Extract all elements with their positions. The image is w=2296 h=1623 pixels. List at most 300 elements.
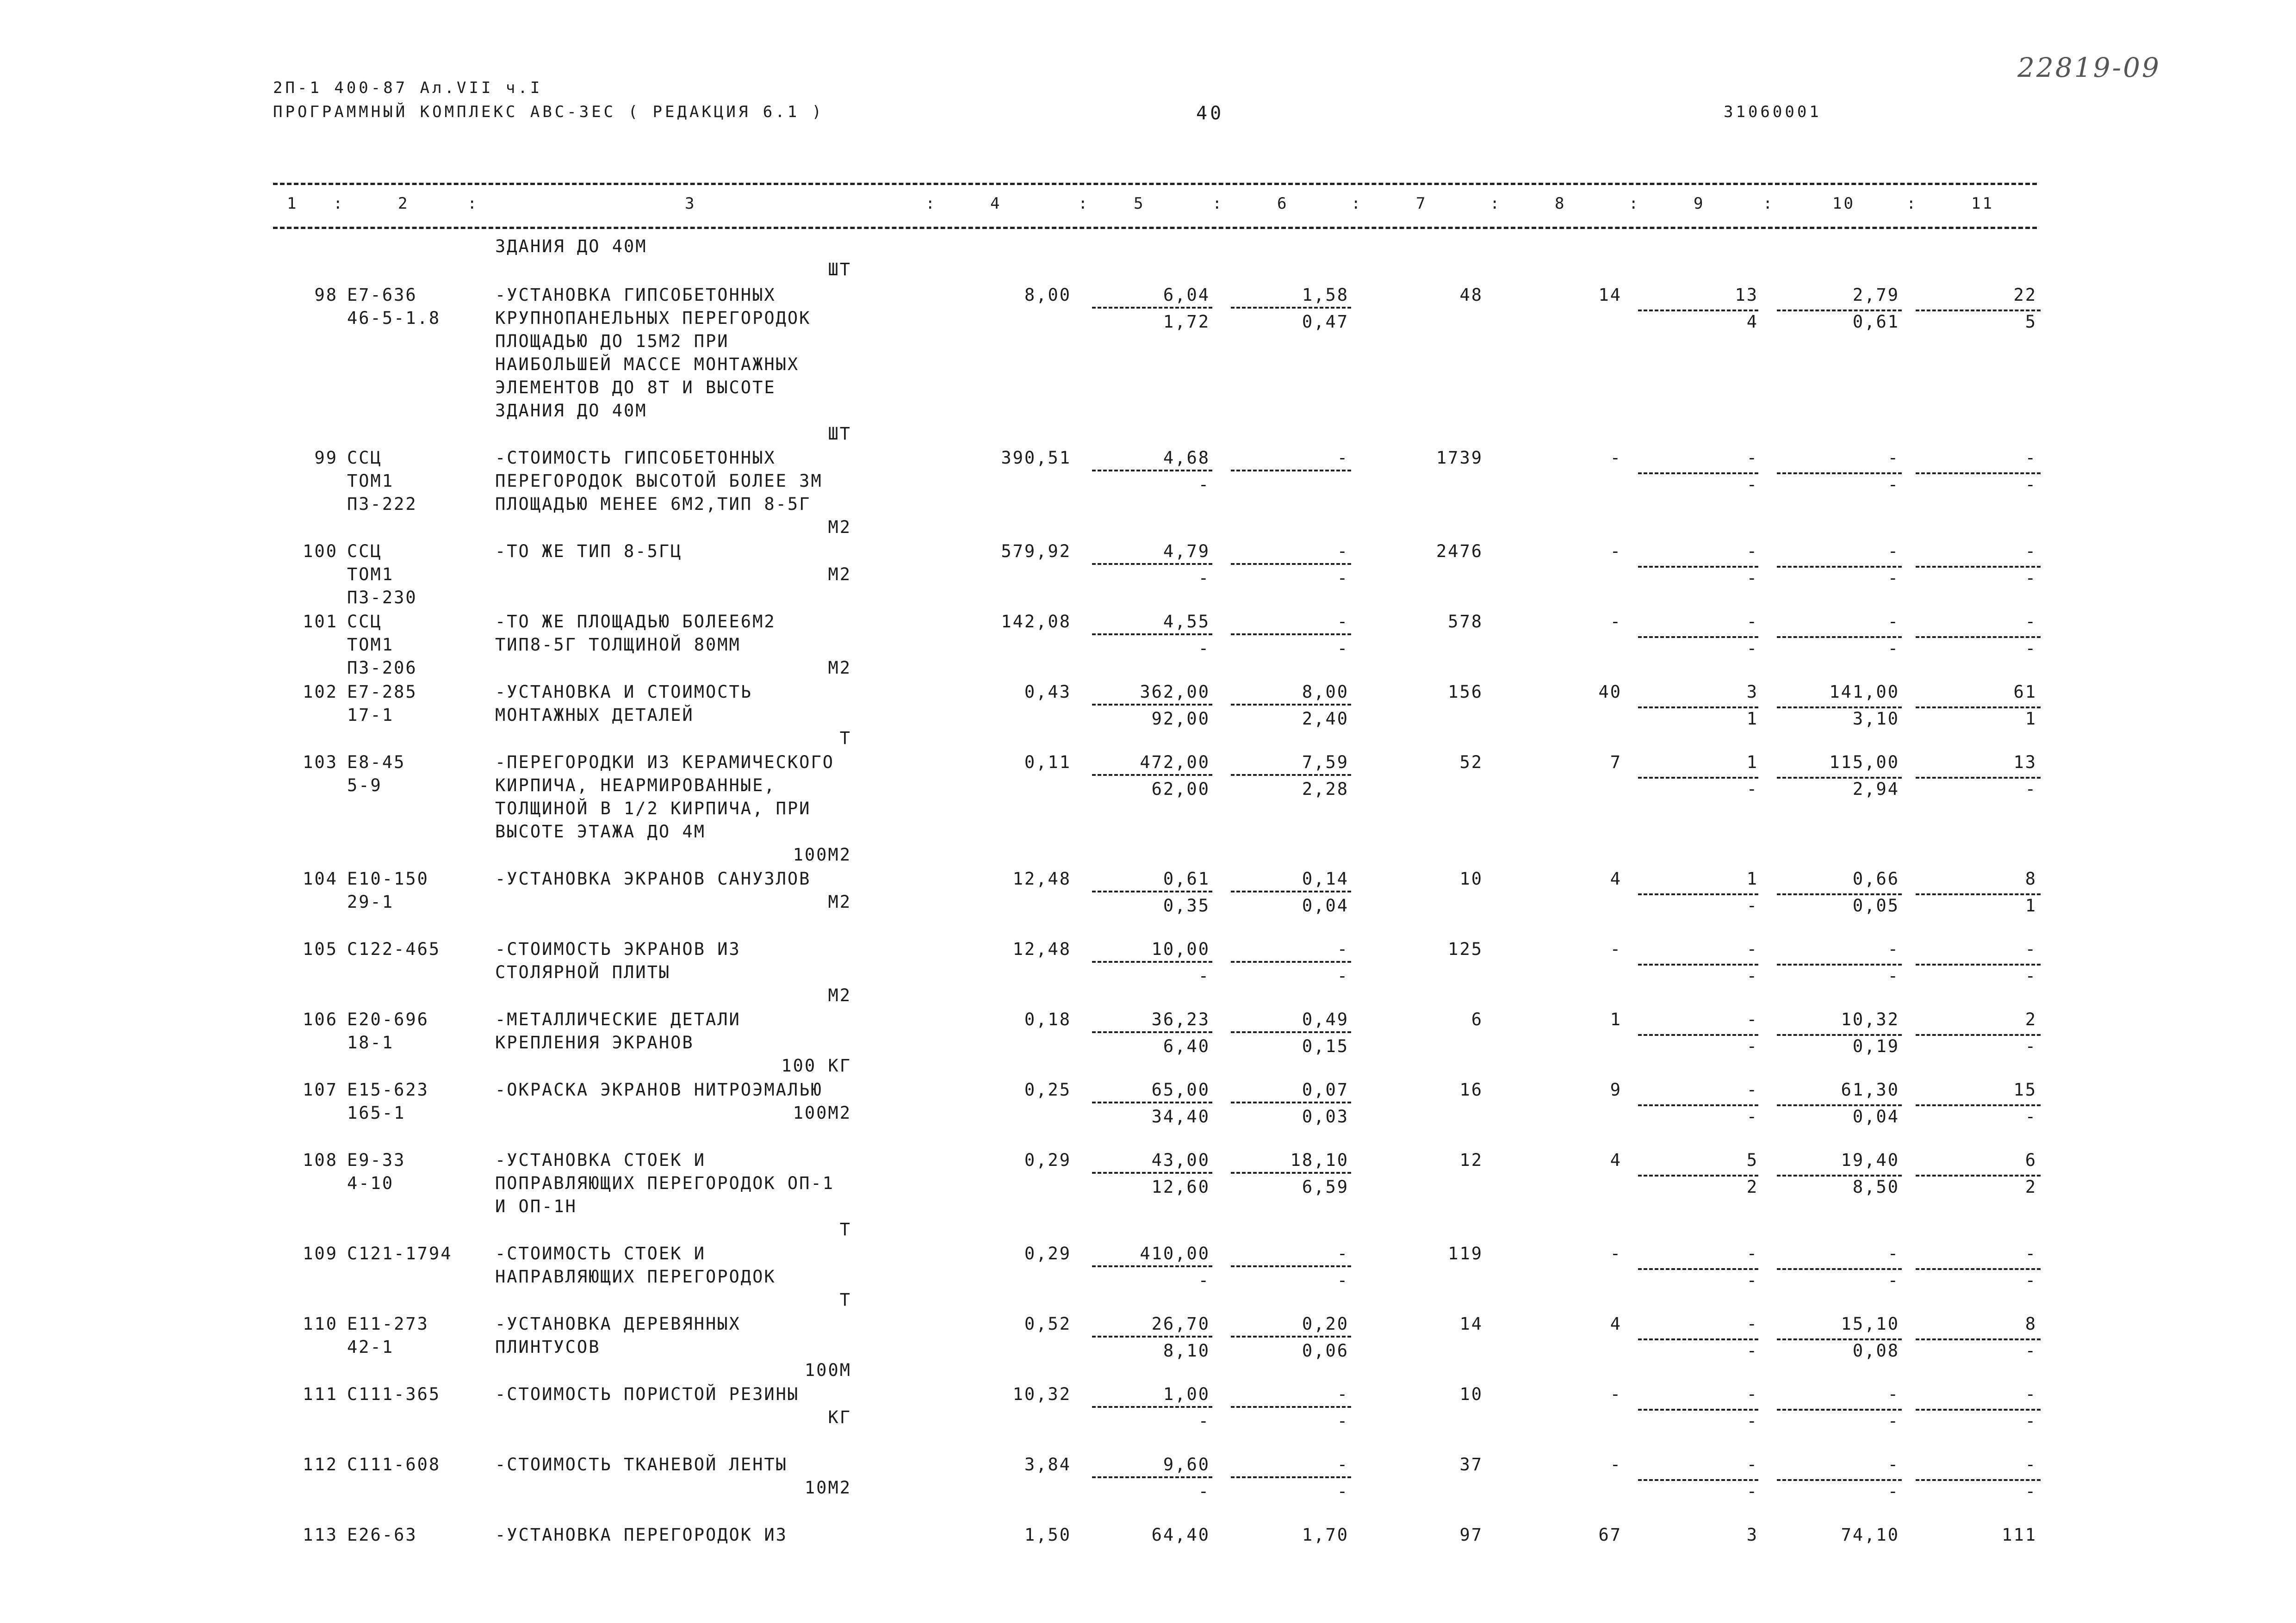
item-code-line: ТОМ1 (347, 564, 394, 584)
item-description-line: -СТОИМОСТЬ СТОЕК И (495, 1244, 706, 1264)
subtotal-rule (1231, 563, 1351, 565)
machine-cost-value: - (1337, 1244, 1349, 1264)
item-number: 103 (303, 752, 338, 772)
item-description-line: ЗДАНИЯ ДО 40М (495, 401, 647, 421)
column-separator: : (1906, 194, 1918, 213)
subtotal-rule (1092, 1336, 1212, 1338)
labor-machine-total-value: 5 (2025, 312, 2037, 332)
labor-machine-total-value: - (2025, 568, 2037, 588)
labor-machine-value: - (1887, 568, 1899, 588)
unit-wage-value: - (1198, 1411, 1210, 1431)
subtotal-rule (1231, 1265, 1351, 1267)
subtotal-rule (1231, 774, 1351, 776)
item-description-line: ПЛОЩАДЬЮ МЕНЕЕ 6М2,ТИП 8-5Г (495, 494, 811, 514)
subtotal-rule (1092, 470, 1212, 471)
quantity-value: 0,52 (1024, 1314, 1071, 1334)
machine-cost-value: 7,59 (1302, 752, 1349, 772)
labor-total-value: - (2025, 1455, 2037, 1474)
labor-value: - (1887, 1455, 1899, 1474)
subtotal-rule (1231, 891, 1351, 892)
item-number: 99 (314, 448, 338, 468)
item-number: 102 (303, 682, 338, 702)
item-code-line: Е8-45 (347, 752, 406, 772)
labor-value: 2,79 (1852, 285, 1899, 305)
column-number-10: 10 (1832, 194, 1855, 213)
total-cost-value: 156 (1448, 682, 1483, 702)
item-unit: КГ (828, 1407, 851, 1427)
machine-total-value: 5 (1746, 1150, 1758, 1170)
item-number: 106 (303, 1010, 338, 1029)
labor-machine-value: - (1887, 966, 1899, 986)
wages-value: 4 (1610, 1314, 1622, 1334)
subtotal-rule (1231, 633, 1351, 635)
column-separator: : (467, 194, 479, 213)
unit-wage-value: - (1198, 568, 1210, 588)
total-cost-value: 14 (1459, 1314, 1483, 1334)
labor-total-value: - (2025, 1384, 2037, 1404)
item-description-line: ТОЛЩИНОЙ В 1/2 КИРПИЧА, ПРИ (495, 799, 811, 818)
quantity-value: 0,11 (1024, 752, 1071, 772)
unit-machine-wage-value: 0,15 (1302, 1036, 1349, 1056)
item-code-line: П3-206 (347, 658, 417, 678)
item-unit: 100М2 (793, 845, 851, 865)
subtotal-rule (1231, 961, 1351, 963)
subtotal-rule (1231, 307, 1351, 309)
total-cost-value: 119 (1448, 1244, 1483, 1264)
item-description-line: ПЕРЕГОРОДОК ВЫСОТОЙ БОЛЕЕ 3М (495, 471, 823, 491)
item-unit: 100М (804, 1360, 851, 1380)
machine-wage-total-value: 4 (1746, 312, 1758, 332)
quantity-value: 3,84 (1024, 1455, 1071, 1474)
unit-wage-value: 1,72 (1163, 312, 1210, 332)
machine-total-value: 1 (1746, 869, 1758, 889)
labor-total-value: 6 (2025, 1150, 2037, 1170)
page-number: 40 (1196, 103, 1224, 124)
wages-value: 14 (1598, 285, 1622, 305)
unit-wage-value: 6,40 (1163, 1036, 1210, 1056)
quantity-value: 12,48 (1012, 939, 1071, 959)
unit-wage-value: 92,00 (1151, 709, 1210, 729)
item-description-line: ЗДАНИЯ ДО 40М (495, 236, 647, 256)
unit-machine-wage-value: 6,59 (1302, 1177, 1349, 1197)
item-unit: Т (839, 728, 851, 748)
unit-machine-wage-value: 2,40 (1302, 709, 1349, 729)
item-code-line: С111-365 (347, 1384, 441, 1404)
machine-cost-value: 1,70 (1302, 1525, 1349, 1545)
labor-machine-total-value: - (2025, 1036, 2037, 1056)
machine-total-value: - (1746, 448, 1758, 468)
column-separator: : (1490, 194, 1502, 213)
subtotal-rule (1231, 1406, 1351, 1408)
subtotal-rule (1092, 774, 1212, 776)
item-code-line: 46-5-1.8 (347, 308, 441, 328)
labor-machine-total-value: - (2025, 1107, 2037, 1127)
labor-machine-value: 0,61 (1852, 312, 1899, 332)
column-number-4: 4 (990, 194, 1002, 213)
labor-value: 19,40 (1841, 1150, 1899, 1170)
item-unit: ШТ (828, 424, 851, 444)
unit-cost-value: 36,23 (1151, 1010, 1210, 1029)
labor-total-value: 22 (2013, 285, 2037, 305)
item-description-line: ПОПРАВЛЯЮЩИХ ПЕРЕГОРОДОК ОП-1 (495, 1173, 835, 1193)
unit-cost-value: 64,40 (1151, 1525, 1210, 1545)
unit-wage-value: - (1198, 475, 1210, 495)
labor-machine-value: 0,08 (1852, 1341, 1899, 1361)
column-separator: : (333, 194, 345, 213)
labor-machine-value: 0,04 (1852, 1107, 1899, 1127)
unit-wage-value: - (1198, 1481, 1210, 1501)
labor-value: 15,10 (1841, 1314, 1899, 1334)
labor-machine-value: 3,10 (1852, 709, 1899, 729)
item-number: 101 (303, 612, 338, 632)
item-unit: М2 (828, 517, 851, 537)
item-description-line: ПЛОЩАДЬЮ ДО 15М2 ПРИ (495, 331, 729, 351)
item-unit: Т (839, 1290, 851, 1310)
machine-wage-total-value: - (1746, 568, 1758, 588)
machine-cost-value: 0,49 (1302, 1010, 1349, 1029)
labor-value: 141,00 (1829, 682, 1899, 702)
unit-cost-value: 472,00 (1140, 752, 1210, 772)
unit-cost-value: 6,04 (1163, 285, 1210, 305)
labor-value: - (1887, 612, 1899, 632)
item-description-line: -УСТАНОВКА СТОЕК И (495, 1150, 706, 1170)
subtotal-rule (1231, 1476, 1351, 1478)
labor-machine-value: - (1887, 1481, 1899, 1501)
wages-value: - (1610, 541, 1622, 561)
labor-value: - (1887, 939, 1899, 959)
unit-wage-value: 62,00 (1151, 779, 1210, 799)
item-description-line: -МЕТАЛЛИЧЕСКИЕ ДЕТАЛИ (495, 1010, 741, 1029)
item-description-line: -СТОИМОСТЬ ТКАНЕВОЙ ЛЕНТЫ (495, 1455, 788, 1474)
quantity-value: 1,50 (1024, 1525, 1071, 1545)
item-description-line: ВЫСОТЕ ЭТАЖА ДО 4М (495, 822, 706, 842)
item-code-line: С121-1794 (347, 1244, 453, 1264)
item-number: 112 (303, 1455, 338, 1474)
item-number: 108 (303, 1150, 338, 1170)
machine-cost-value: - (1337, 939, 1349, 959)
item-code-line: С122-465 (347, 939, 441, 959)
labor-machine-total-value: - (2025, 1481, 2037, 1501)
subtotal-rule (1092, 1031, 1212, 1033)
subtotal-rule (1092, 633, 1212, 635)
column-number-8: 8 (1555, 194, 1566, 213)
unit-machine-wage-value: - (1337, 1270, 1349, 1290)
machine-cost-value: 18,10 (1290, 1150, 1349, 1170)
subtotal-rule (1092, 1102, 1212, 1103)
item-code-line: 17-1 (347, 705, 394, 725)
column-number-3: 3 (685, 194, 696, 213)
subtotal-rule (1092, 563, 1212, 565)
machine-wage-total-value: - (1746, 896, 1758, 916)
wages-value: 7 (1610, 752, 1622, 772)
labor-total-value: 111 (2002, 1525, 2037, 1545)
machine-wage-total-value: - (1746, 779, 1758, 799)
labor-total-value: - (2025, 1244, 2037, 1264)
item-code-line: 5-9 (347, 775, 382, 795)
machine-cost-value: 1,58 (1302, 285, 1349, 305)
labor-machine-total-value: - (2025, 1341, 2037, 1361)
labor-machine-value: 0,05 (1852, 896, 1899, 916)
unit-machine-wage-value: - (1337, 1481, 1349, 1501)
unit-cost-value: 43,00 (1151, 1150, 1210, 1170)
unit-wage-value: 12,60 (1151, 1177, 1210, 1197)
subtotal-rule (1092, 961, 1212, 963)
unit-machine-wage-value: 2,28 (1302, 779, 1349, 799)
unit-machine-wage-value: 0,06 (1302, 1341, 1349, 1361)
wages-value: - (1610, 448, 1622, 468)
labor-value: 115,00 (1829, 752, 1899, 772)
item-unit: 100 КГ (781, 1056, 851, 1076)
item-description-line: -ПЕРЕГОРОДКИ ИЗ КЕРАМИЧЕСКОГО (495, 752, 835, 772)
wages-value: 9 (1610, 1080, 1622, 1100)
labor-machine-total-value: - (2025, 1411, 2037, 1431)
total-cost-value: 578 (1448, 612, 1483, 632)
total-cost-value: 1739 (1436, 448, 1483, 468)
labor-machine-total-value: - (2025, 779, 2037, 799)
doc-reference: 2П-1 400-87 Ал.VII ч.I (273, 79, 543, 97)
total-cost-value: 125 (1448, 939, 1483, 959)
unit-machine-wage-value: - (1337, 966, 1349, 986)
machine-total-value: 3 (1746, 1525, 1758, 1545)
machine-total-value: 3 (1746, 682, 1758, 702)
quantity-value: 579,92 (1001, 541, 1071, 561)
labor-machine-value: - (1887, 638, 1899, 658)
wages-value: - (1610, 939, 1622, 959)
item-description-line: -УСТАНОВКА ПЕРЕГОРОДОК ИЗ (495, 1525, 788, 1545)
quantity-value: 0,29 (1024, 1150, 1071, 1170)
item-description-line: ПЛИНТУСОВ (495, 1337, 601, 1357)
subtotal-rule (1092, 1265, 1212, 1267)
item-description-line: -УСТАНОВКА ДЕРЕВЯННЫХ (495, 1314, 741, 1334)
item-unit: 100М2 (793, 1103, 851, 1123)
labor-total-value: - (2025, 939, 2037, 959)
subtotal-rule (1092, 1172, 1212, 1174)
machine-total-value: - (1746, 541, 1758, 561)
column-separator: : (1351, 194, 1363, 213)
machine-wage-total-value: - (1746, 1411, 1758, 1431)
wages-value: 1 (1610, 1010, 1622, 1029)
labor-machine-value: 2,94 (1852, 779, 1899, 799)
machine-total-value: - (1746, 939, 1758, 959)
unit-cost-value: 362,00 (1140, 682, 1210, 702)
wages-value: 4 (1610, 869, 1622, 889)
item-unit: ШТ (828, 260, 851, 279)
labor-machine-value: - (1887, 475, 1899, 495)
machine-cost-value: - (1337, 612, 1349, 632)
item-code-line: Е15-623 (347, 1080, 429, 1100)
machine-total-value: - (1746, 1080, 1758, 1100)
item-code-line: 42-1 (347, 1337, 394, 1357)
total-cost-value: 6 (1471, 1010, 1483, 1029)
unit-wage-value: - (1198, 1270, 1210, 1290)
column-separator: : (1212, 194, 1224, 213)
machine-wage-total-value: - (1746, 1270, 1758, 1290)
labor-machine-total-value: 1 (2025, 896, 2037, 916)
item-number: 110 (303, 1314, 338, 1334)
subtotal-rule (1231, 470, 1351, 471)
subtotal-rule (1092, 1406, 1212, 1408)
unit-cost-value: 9,60 (1163, 1455, 1210, 1474)
item-code-line: ССЦ (347, 448, 382, 468)
item-unit: М2 (828, 658, 851, 678)
item-code-line: ТОМ1 (347, 635, 394, 655)
item-description-line: ЭЛЕМЕНТОВ ДО 8Т И ВЫСОТЕ (495, 378, 776, 397)
labor-machine-total-value: 2 (2025, 1177, 2037, 1197)
labor-machine-total-value: - (2025, 638, 2037, 658)
column-separator: : (925, 194, 937, 213)
labor-total-value: 61 (2013, 682, 2037, 702)
total-cost-value: 48 (1459, 285, 1483, 305)
item-description-line: -УСТАНОВКА ЭКРАНОВ САНУЗЛОВ (495, 869, 811, 889)
column-number-9: 9 (1694, 194, 1705, 213)
labor-value: 10,32 (1841, 1010, 1899, 1029)
unit-cost-value: 26,70 (1151, 1314, 1210, 1334)
labor-value: 0,66 (1852, 869, 1899, 889)
item-description-line: КРЕПЛЕНИЯ ЭКРАНОВ (495, 1033, 694, 1053)
wages-value: 67 (1598, 1525, 1622, 1545)
item-description-line: -СТОИМОСТЬ ГИПСОБЕТОННЫХ (495, 448, 776, 468)
unit-machine-wage-value: - (1337, 1411, 1349, 1431)
total-cost-value: 16 (1459, 1080, 1483, 1100)
machine-cost-value: 0,14 (1302, 869, 1349, 889)
labor-machine-total-value: - (2025, 475, 2037, 495)
labor-machine-total-value: - (2025, 966, 2037, 986)
quantity-value: 0,29 (1024, 1244, 1071, 1264)
item-description-line: -УСТАНОВКА И СТОИМОСТЬ (495, 682, 753, 702)
labor-total-value: 2 (2025, 1010, 2037, 1029)
subtotal-rule (1092, 891, 1212, 892)
quantity-value: 0,25 (1024, 1080, 1071, 1100)
machine-cost-value: 0,07 (1302, 1080, 1349, 1100)
labor-machine-value: - (1887, 1270, 1899, 1290)
machine-total-value: - (1746, 1010, 1758, 1029)
machine-wage-total-value: - (1746, 638, 1758, 658)
subtotal-rule (1231, 1102, 1351, 1103)
item-number: 111 (303, 1384, 338, 1404)
item-code-line: 29-1 (347, 892, 394, 912)
column-number-6: 6 (1277, 194, 1289, 213)
item-description-line: -ТО ЖЕ ТИП 8-5ГЦ (495, 541, 683, 561)
column-number-11: 11 (1971, 194, 1994, 213)
unit-machine-wage-value: 0,47 (1302, 312, 1349, 332)
total-cost-value: 97 (1459, 1525, 1483, 1545)
subtotal-rule (1231, 704, 1351, 706)
machine-cost-value: - (1337, 1384, 1349, 1404)
unit-wage-value: 34,40 (1151, 1107, 1210, 1127)
unit-cost-value: 65,00 (1151, 1080, 1210, 1100)
wages-value: 4 (1610, 1150, 1622, 1170)
item-unit: М2 (828, 564, 851, 584)
machine-wage-total-value: - (1746, 1481, 1758, 1501)
item-code-line: ССЦ (347, 541, 382, 561)
total-cost-value: 2476 (1436, 541, 1483, 561)
machine-total-value: 1 (1746, 752, 1758, 772)
document-code: 31060001 (1724, 103, 1822, 121)
item-description-line: ТИП8-5Г ТОЛЩИНОЙ 80ММ (495, 635, 741, 655)
column-number-1: 1 (287, 194, 298, 213)
machine-cost-value: - (1337, 448, 1349, 468)
labor-total-value: - (2025, 541, 2037, 561)
machine-total-value: - (1746, 1384, 1758, 1404)
total-cost-value: 52 (1459, 752, 1483, 772)
machine-total-value: - (1746, 1314, 1758, 1334)
labor-value: 74,10 (1841, 1525, 1899, 1545)
subtotal-rule (1092, 704, 1212, 706)
item-description-line: КИРПИЧА, НЕАРМИРОВАННЫЕ, (495, 775, 776, 795)
unit-cost-value: 4,68 (1163, 448, 1210, 468)
labor-machine-value: 0,19 (1852, 1036, 1899, 1056)
item-description-line: НАИБОЛЬШЕЙ МАССЕ МОНТАЖНЫХ (495, 354, 800, 374)
item-number: 104 (303, 869, 338, 889)
subtotal-rule (1231, 1031, 1351, 1033)
unit-cost-value: 1,00 (1163, 1384, 1210, 1404)
machine-total-value: 13 (1735, 285, 1758, 305)
item-code-line: П3-222 (347, 494, 417, 514)
item-description-line: -УСТАНОВКА ГИПСОБЕТОННЫХ (495, 285, 776, 305)
item-code-line: Е7-636 (347, 285, 417, 305)
labor-machine-total-value: - (2025, 1270, 2037, 1290)
handwritten-stamp: 22819-09 (2017, 52, 2161, 83)
wages-value: - (1610, 612, 1622, 632)
item-code-line: П3-230 (347, 588, 417, 607)
item-number: 105 (303, 939, 338, 959)
item-code-line: ССЦ (347, 612, 382, 632)
machine-wage-total-value: - (1746, 1036, 1758, 1056)
wages-value: - (1610, 1244, 1622, 1264)
item-number: 113 (303, 1525, 338, 1545)
machine-wage-total-value: 2 (1746, 1177, 1758, 1197)
quantity-value: 390,51 (1001, 448, 1071, 468)
subtotal-rule (1092, 307, 1212, 309)
item-code-line: Е7-285 (347, 682, 417, 702)
unit-machine-wage-value: - (1337, 568, 1349, 588)
column-separator: : (1078, 194, 1090, 213)
subtotal-rule (1231, 1336, 1351, 1338)
unit-cost-value: 4,55 (1163, 612, 1210, 632)
subtotal-rule (1092, 1476, 1212, 1478)
item-code-line: Е9-33 (347, 1150, 406, 1170)
quantity-value: 12,48 (1012, 869, 1071, 889)
machine-cost-value: 0,20 (1302, 1314, 1349, 1334)
unit-machine-wage-value: - (1337, 638, 1349, 658)
labor-machine-value: 8,50 (1852, 1177, 1899, 1197)
unit-wage-value: 0,35 (1163, 896, 1210, 916)
item-unit: М2 (828, 892, 851, 912)
machine-total-value: - (1746, 612, 1758, 632)
machine-wage-total-value: - (1746, 1107, 1758, 1127)
unit-cost-value: 410,00 (1140, 1244, 1210, 1264)
machine-total-value: - (1746, 1455, 1758, 1474)
labor-total-value: 15 (2013, 1080, 2037, 1100)
machine-wage-total-value: - (1746, 1341, 1758, 1361)
labor-value: - (1887, 1244, 1899, 1264)
column-number-2: 2 (398, 194, 410, 213)
item-number: 109 (303, 1244, 338, 1264)
column-separator: : (1629, 194, 1640, 213)
item-description-line: -СТОИМОСТЬ ПОРИСТОЙ РЕЗИНЫ (495, 1384, 800, 1404)
item-description-line: И ОП-1Н (495, 1196, 577, 1216)
item-code-line: С111-608 (347, 1455, 441, 1474)
labor-value: - (1887, 1384, 1899, 1404)
program-title: ПРОГРАММНЫЙ КОМПЛЕКС АВС-3ЕС ( РЕДАКЦИЯ 6.1 ) (273, 103, 825, 121)
subtotal-rule (1231, 1172, 1351, 1174)
unit-wage-value: - (1198, 638, 1210, 658)
wages-value: - (1610, 1455, 1622, 1474)
item-description-line: МОНТАЖНЫХ ДЕТАЛЕЙ (495, 705, 694, 725)
labor-total-value: - (2025, 448, 2037, 468)
quantity-value: 142,08 (1001, 612, 1071, 632)
column-number-7: 7 (1416, 194, 1427, 213)
